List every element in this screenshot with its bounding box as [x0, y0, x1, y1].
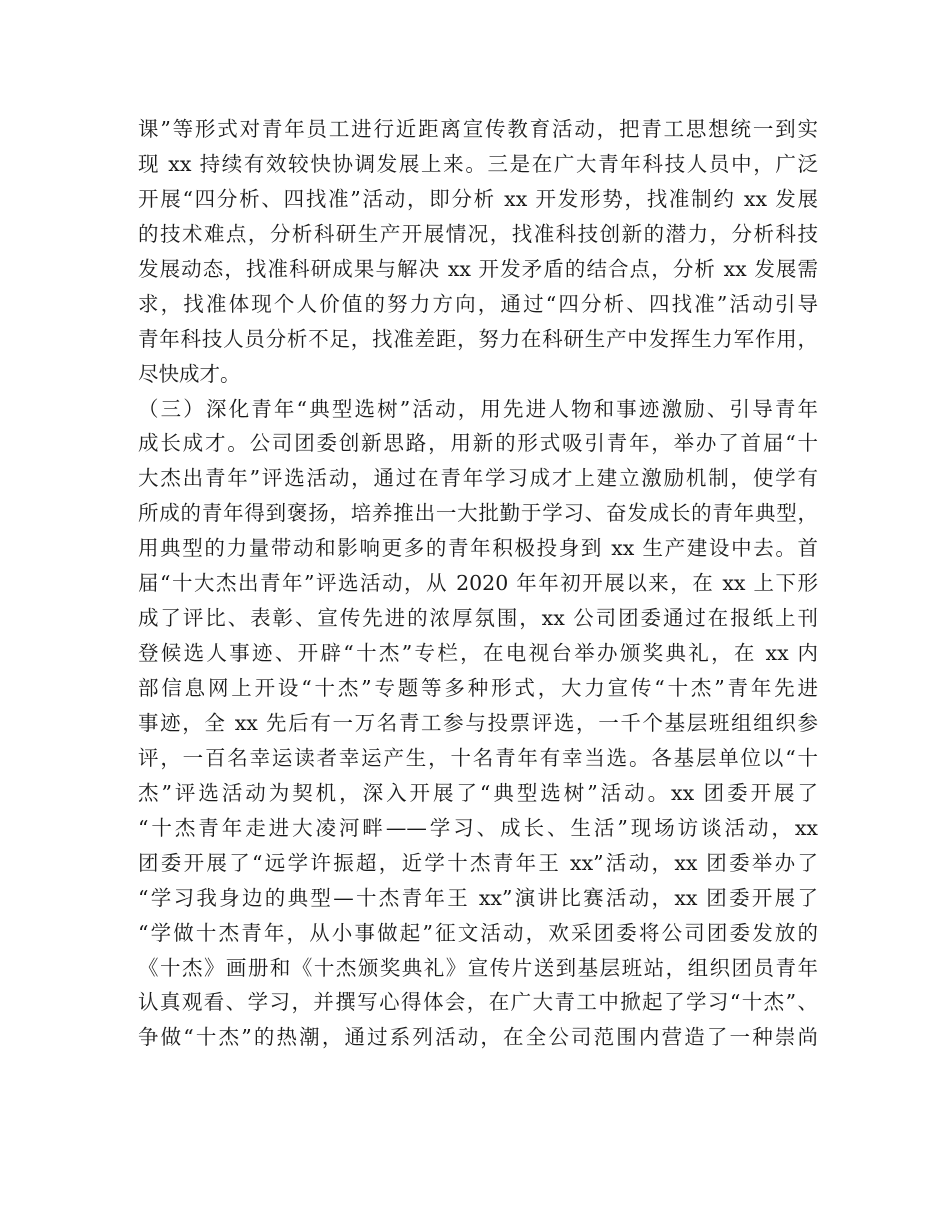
text-line: 用典型的力量带动和影响更多的青年积极投身到 xx 生产建设中去。首	[138, 536, 818, 561]
text-line: 的技术难点，分析科研生产开展情况，找准科技创新的潜力，分析科技	[138, 221, 818, 246]
text-line: 课”等形式对青年员工进行近距离宣传教育活动，把青工思想统一到实	[138, 117, 818, 141]
text-line: 大杰出青年”评选活动，通过在青年学习成才上建立激励机制，使学有	[138, 466, 818, 491]
text-line: 事迹，全 xx 先后有一万名青工参与投票评选，一千个基层班组组织参	[138, 710, 818, 735]
text-line: 团委开展了“远学许振超，近学十杰青年王 xx”活动，xx 团委举办了	[138, 850, 818, 875]
text-line: 所成的青年得到褒扬，培养推出一大批勤于学习、奋发成长的青年典型，	[138, 501, 818, 526]
text-line: 认真观看、学习，并撰写心得体会，在广大青工中掀起了学习“十杰”、	[138, 990, 818, 1015]
text-line: 评，一百名幸运读者幸运产生，十名青年有幸当选。各基层单位以“十	[138, 745, 818, 770]
text-line: 青年科技人员分析不足，找准差距，努力在科研生产中发挥生力军作用，	[138, 326, 818, 351]
text-line: 求，找准体现个人价值的努力方向，通过“四分析、四找准”活动引导	[138, 291, 818, 316]
text-line: “十杰青年走进大凌河畔——学习、成长、生活”现场访谈活动，xx	[138, 815, 818, 840]
text-line: 部信息网上开设“十杰”专题等多种形式，大力宣传“十杰”青年先进	[138, 676, 818, 700]
text-line: 杰”评选活动为契机，深入开展了“典型选树”活动。xx 团委开展了	[138, 780, 818, 805]
text-line: 开展“四分析、四找准”活动，即分析 xx 开发形势，找准制约 xx 发展	[138, 186, 818, 211]
text-line: 登候选人事迹、开辟“十杰”专栏，在电视台举办颁奖典礼，在 xx 内	[138, 641, 818, 666]
text-line: 成了评比、表彰、宣传先进的浓厚氛围，xx 公司团委通过在报纸上刊	[138, 606, 818, 631]
text-line: 争做“十杰”的热潮，通过系列活动，在全公司范围内营造了一种崇尚	[138, 1025, 818, 1050]
body-text	[138, 112, 818, 1055]
text-line: “学做十杰青年，从小事做起”征文活动，欢采团委将公司团委发放的	[138, 920, 818, 945]
text-line: 届“十大杰出青年”评选活动，从 2020 年年初开展以来，在 xx 上下形	[138, 571, 818, 596]
text-line: “学习我身边的典型—十杰青年王 xx”演讲比赛活动，xx 团委开展了	[138, 885, 818, 910]
text-line: 《十杰》画册和《十杰颁奖典礼》宣传片送到基层班站，组织团员青年	[138, 955, 818, 980]
text-line: 现 xx 持续有效较快协调发展上来。三是在广大青年科技人员中，广泛	[138, 151, 818, 176]
text-line: （三）深化青年“典型选树”活动，用先进人物和事迹激励、引导青年	[138, 396, 818, 421]
text-line: 发展动态，找准科研成果与解决 xx 开发矛盾的结合点，分析 xx 发展需	[138, 256, 818, 281]
text-line: 尽快成才。	[138, 361, 241, 386]
text-line: 成长成才。公司团委创新思路，用新的形式吸引青年，举办了首届“十	[138, 431, 818, 456]
